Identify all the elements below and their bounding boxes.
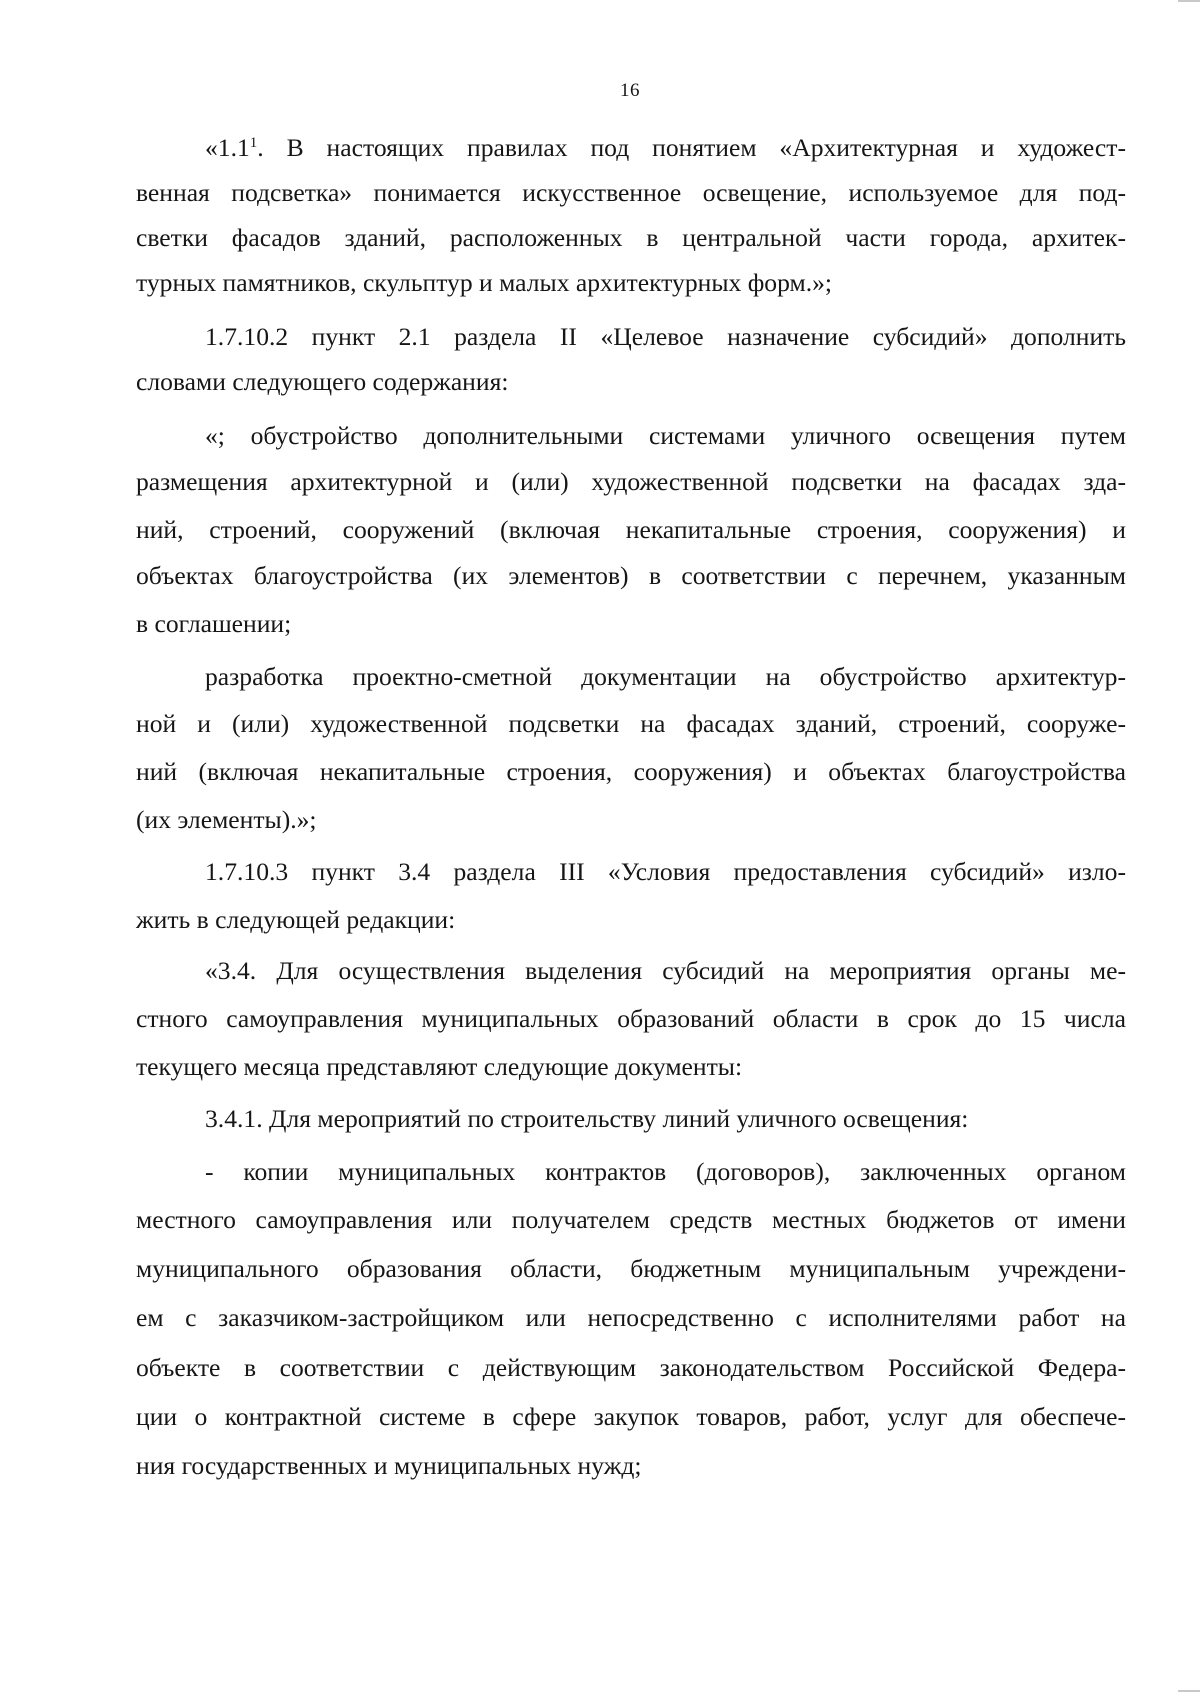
text-line-22: - копии муниципальных контрактов (договоров), заключенных органом xyxy=(205,1157,1126,1186)
text-line-21: 3.4.1. Для мероприятий по строительству линий уличного освещения: xyxy=(205,1104,969,1133)
text-line-24: муниципального образования области, бюджетным муниципальным учреждени- xyxy=(136,1254,1126,1283)
text-line-25: ем с заказчиком-застройщиком или непосредственно с исполнителями работ на xyxy=(136,1303,1126,1332)
text-line-3: светки фасадов зданий, расположенных в центральной части города, архитек- xyxy=(136,223,1126,252)
text-line-1-rest: . В настоящих правилах под понятием «Архитектурная и художест- xyxy=(257,133,1126,162)
text-line-20: текущего месяца представляют следующие документы: xyxy=(136,1052,743,1081)
text-line-13: ной и (или) художественной подсветки на фасадах зданий, строений, сооруже- xyxy=(136,709,1126,738)
text-line-28: ния государственных и муниципальных нужд; xyxy=(136,1451,642,1480)
scan-artifact-bottom xyxy=(1178,1690,1200,1692)
text-line-17: жить в следующей редакции: xyxy=(136,905,456,934)
text-line-7: «; обустройство дополнительными системами уличного освещения путем xyxy=(205,421,1126,450)
text-line-12: разработка проектно-сметной документации на обустройство архитектур- xyxy=(205,662,1126,691)
text-line-5: 1.7.10.2 пункт 2.1 раздела II «Целевое назначение субсидий» дополнить xyxy=(205,322,1126,351)
text-line-8: размещения архитектурной и (или) художественной подсветки на фасадах зда- xyxy=(136,467,1126,496)
text-line-18: «3.4. Для осуществления выделения субсидий на мероприятия органы ме- xyxy=(205,956,1126,985)
superscript-index: 1 xyxy=(249,135,258,151)
page-number: 16 xyxy=(620,80,640,101)
text-line-4: турных памятников, скульптур и малых архитектурных форм.»; xyxy=(136,268,833,297)
scan-artifact-top xyxy=(1178,0,1200,2)
text-line-16: 1.7.10.3 пункт 3.4 раздела III «Условия предоставления субсидий» изло- xyxy=(205,857,1126,886)
text-line-23: местного самоуправления или получателем средств местных бюджетов от имени xyxy=(136,1205,1126,1234)
text-line-19: стного самоуправления муниципальных образований области в срок до 15 числа xyxy=(136,1004,1126,1033)
text-line-6: словами следующего содержания: xyxy=(136,367,509,396)
text-line-1 xyxy=(205,132,1126,164)
text-line-26: объекте в соответствии с действующим законодательством Российской Федера- xyxy=(136,1353,1126,1382)
text-line-2: венная подсветка» понимается искусственное освещение, используемое для под- xyxy=(136,178,1126,207)
text-line-27: ции о контрактной системе в сфере закупок товаров, работ, услуг для обеспече- xyxy=(136,1402,1126,1431)
text-line-10: объектах благоустройства (их элементов) в соответствии с перечнем, указанным xyxy=(136,561,1126,590)
text-line-1-start: «1.1 xyxy=(205,133,250,162)
text-line-15: (их элементы).»; xyxy=(136,805,317,834)
text-line-9: ний, строений, сооружений (включая некапитальные строения, сооружения) и xyxy=(136,515,1126,544)
text-line-14: ний (включая некапитальные строения, сооружения) и объектах благоустройства xyxy=(136,757,1126,786)
text-line-11: в соглашении; xyxy=(136,609,292,638)
